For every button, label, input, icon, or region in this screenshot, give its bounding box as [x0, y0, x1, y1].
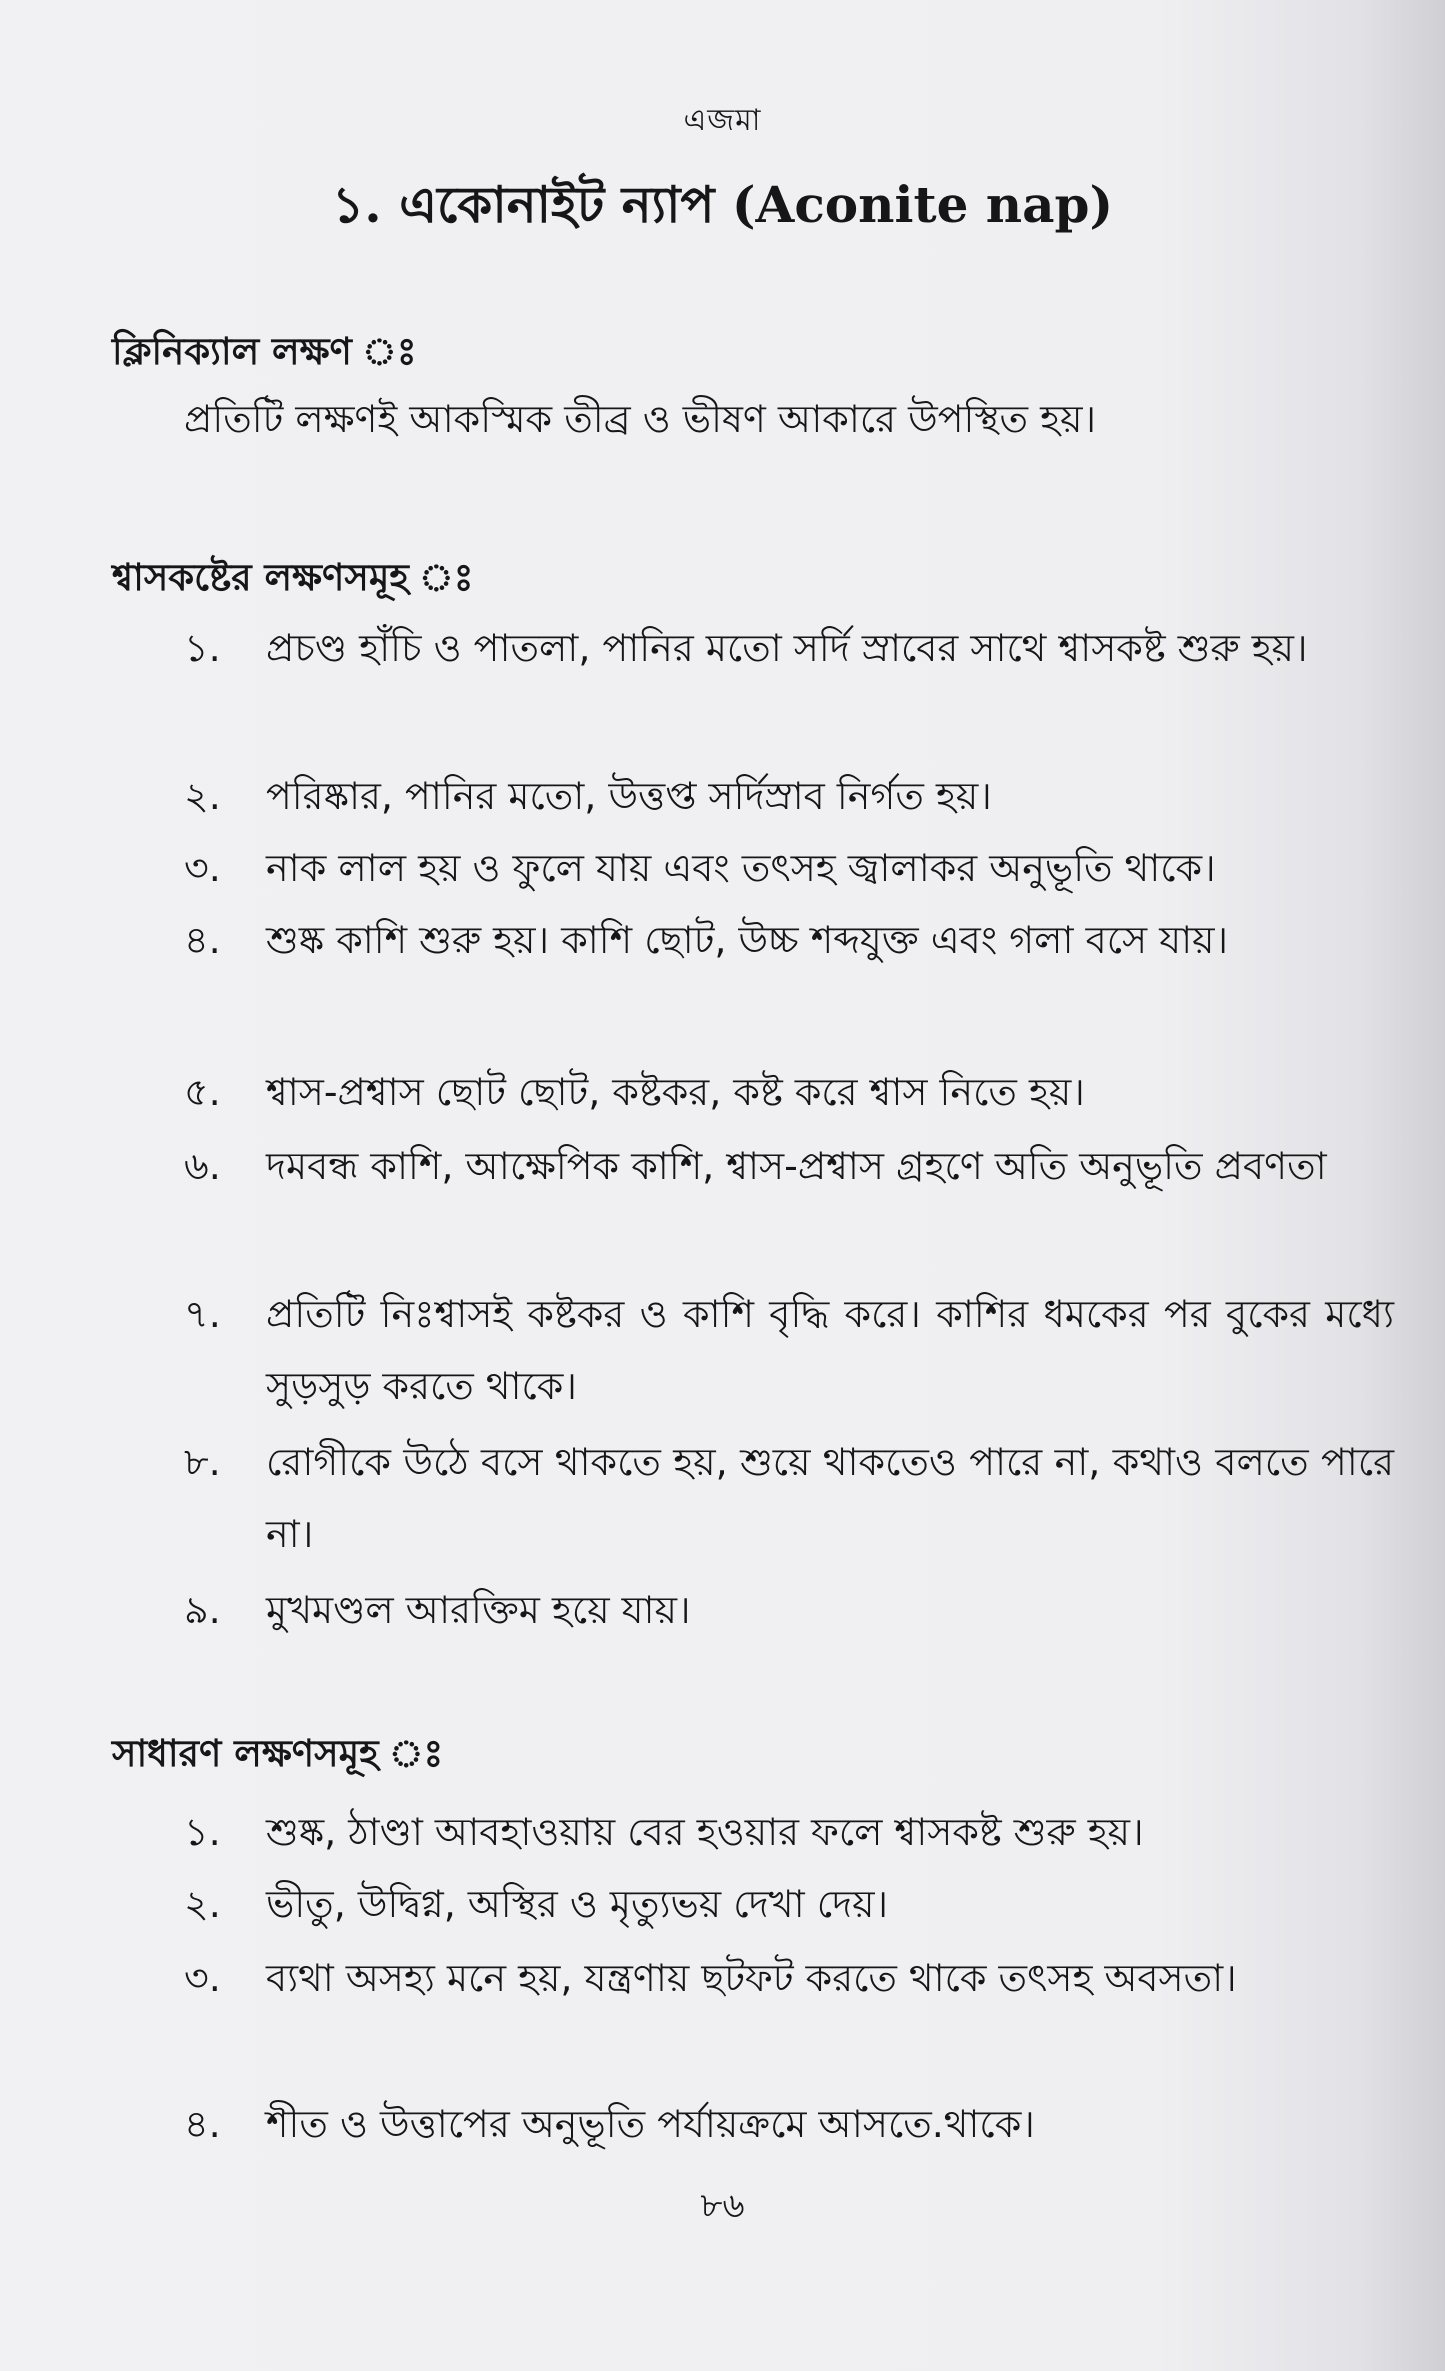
running-head: এজমা — [683, 103, 762, 138]
item-number: ৫. — [184, 1070, 221, 1114]
general-heading: সাধারণ লক্ষণসমূহ ঃ — [112, 1732, 444, 1775]
list-item — [184, 832, 1394, 904]
item-text: মুখমণ্ডল আরক্তিম হয়ে যায়। — [266, 1588, 691, 1632]
item-text: রোগীকে উঠে বসে থাকতে হয়, শুয়ে থাকতেও পারে না, কথাও বলতে পারে না। — [266, 1440, 1394, 1556]
item-number: ৪. — [184, 918, 221, 962]
list-item — [184, 1942, 1394, 2014]
item-text: দমবন্ধ কাশি, আক্ষেপিক কাশি, শ্বাস-প্রশ্বাস গ্রহণে অতি অনুভূতি প্রবণতা — [266, 1144, 1327, 1188]
list-item — [184, 1796, 1394, 1868]
item-number: ২. — [184, 1882, 221, 1926]
item-text: পরিষ্কার, পানির মতো, উত্তপ্ত সর্দিস্রাব নির্গত হয়। — [266, 774, 992, 818]
list-item — [184, 904, 1394, 976]
item-number: ৯. — [184, 1588, 221, 1632]
list-item — [184, 2088, 1394, 2160]
list-item — [184, 1056, 1394, 1128]
item-number: ২. — [184, 774, 221, 818]
item-text: প্রতিটি নিঃশ্বাসই কষ্টকর ও কাশি বৃদ্ধি করে। কাশির ধমকের পর বুকের মধ্যে সুড়সুড় করতে থাকে। — [266, 1292, 1394, 1408]
item-number: ৬. — [184, 1144, 221, 1188]
list-item — [184, 1868, 1394, 1940]
chapter-title: ১. একোনাইট ন্যাপ (Aconite nap) — [331, 175, 1114, 234]
item-number: ৩. — [184, 1956, 221, 2000]
item-number: ৪. — [184, 2102, 221, 2146]
list-item — [184, 1278, 1394, 1422]
item-text: নাক লাল হয় ও ফুলে যায় এবং তৎসহ জ্বালাকর অনুভূতি থাকে। — [266, 846, 1216, 890]
item-number: ৭. — [184, 1292, 221, 1336]
respiratory-heading: শ্বাসকষ্টের লক্ষণসমূহ ঃ — [112, 556, 474, 599]
clinical-text: প্রতিটি লক্ষণই আকস্মিক তীব্র ও ভীষণ আকারে উপস্থিত হয়। — [184, 397, 1097, 441]
page-number: ৮৬ — [700, 2186, 745, 2226]
item-number: ৮. — [184, 1440, 221, 1484]
item-text: প্রচণ্ড হাঁচি ও পাতলা, পানির মতো সর্দি স্রাবের সাথে শ্বাসকষ্ট শুরু হয়। — [266, 626, 1308, 670]
item-text: শুষ্ক, ঠাণ্ডা আবহাওয়ায় বের হওয়ার ফলে শ্বাসকষ্ট শুরু হয়। — [266, 1810, 1144, 1854]
list-item — [184, 612, 1394, 684]
item-text: ভীতু, উদ্বিগ্ন, অস্থির ও মৃত্যুভয় দেখা দেয়। — [266, 1882, 889, 1926]
list-item — [184, 1130, 1394, 1202]
list-item — [184, 1574, 1394, 1646]
item-text: ব্যথা অসহ্য মনে হয়, যন্ত্রণায় ছটফট করতে থাকে তৎসহ অবসতা। — [266, 1956, 1237, 2000]
item-text: শীত ও উত্তাপের অনুভূতি পর্যায়ক্রমে আসতে.থাকে। — [266, 2102, 1035, 2146]
list-item — [184, 760, 1394, 832]
list-item — [184, 1426, 1394, 1570]
item-text: শ্বাস-প্রশ্বাস ছোট ছোট, কষ্টকর, কষ্ট করে শ্বাস নিতে হয়। — [266, 1070, 1085, 1114]
item-text: শুষ্ক কাশি শুরু হয়। কাশি ছোট, উচ্চ শব্দযুক্ত এবং গলা বসে যায়। — [266, 918, 1229, 962]
item-number: ৩. — [184, 846, 221, 890]
clinical-heading: ক্লিনিক্যাল লক্ষণ ঃ — [112, 330, 417, 373]
item-number: ১. — [184, 626, 221, 670]
item-number: ১. — [184, 1810, 221, 1854]
